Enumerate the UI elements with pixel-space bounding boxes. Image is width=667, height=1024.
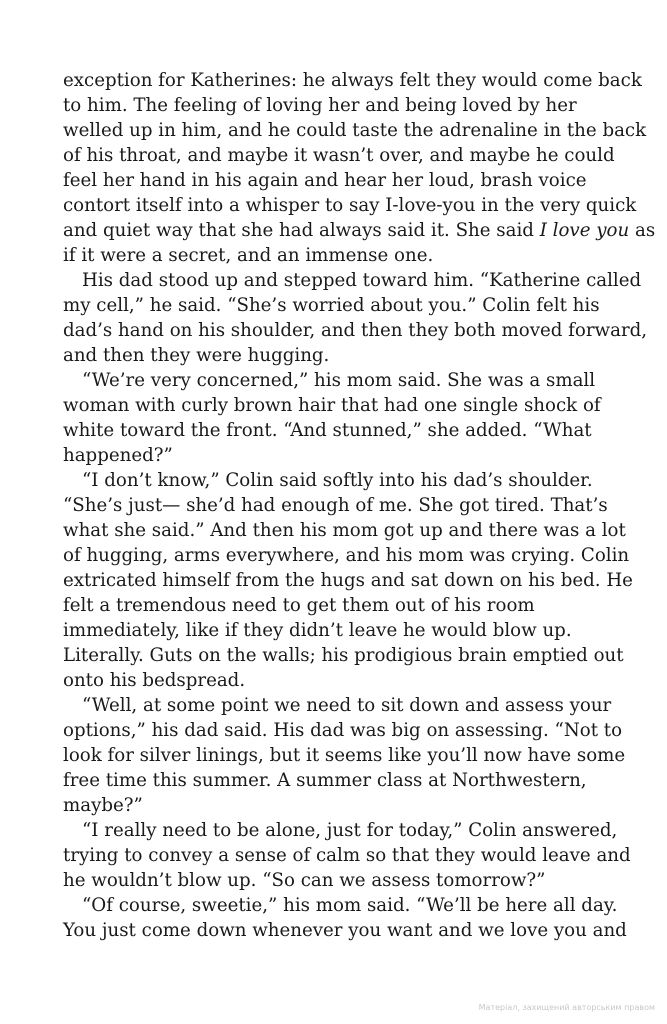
- text-line: [63, 68, 642, 93]
- text-line: [63, 668, 623, 693]
- text-line-tail: as: [629, 220, 656, 241]
- text-line-content: dad’s hand on his shoulder, and then they both moved forward,: [63, 320, 648, 341]
- text-line-content: of hugging, arms everywhere, and his mom was crying. Colin: [63, 545, 630, 566]
- text-line: [63, 893, 623, 918]
- text-line-content: feel her hand in his again and hear her loud, brash voice: [63, 170, 587, 191]
- text-line: [63, 518, 626, 543]
- text-line: [63, 618, 623, 643]
- text-line-content: my cell,” he said. “She’s worried about you.” Colin felt his: [63, 295, 600, 316]
- text-line-content: to him. The feeling of loving her and being loved by her: [63, 95, 577, 116]
- text-line-content: if it were a secret, and an immense one.: [63, 245, 434, 266]
- text-line-content: “Of course, sweetie,” his mom said. “We’ll be here all day.: [82, 895, 618, 916]
- page-text: [63, 68, 656, 943]
- text-line: [63, 93, 623, 118]
- text-line: [63, 293, 623, 318]
- text-line: [63, 818, 623, 843]
- text-line: [63, 543, 630, 568]
- text-line: [63, 468, 623, 493]
- text-line-content: “Well, at some point we need to sit down and assess your: [82, 695, 612, 716]
- text-line-content: trying to convey a sense of calm so that they would leave and: [63, 845, 631, 866]
- text-line: [63, 143, 623, 168]
- text-line: [63, 918, 627, 943]
- text-line-content: of his throat, and maybe it wasn’t over, and maybe he could: [63, 145, 615, 166]
- text-line: [63, 693, 623, 718]
- text-line-content: felt a tremendous need to get them out of his room: [63, 595, 535, 616]
- text-line-content: welled up in him, and he could taste the adrenaline in the back: [63, 120, 647, 141]
- text-line-content: look for silver linings, but it seems like you’ll now have some: [63, 745, 626, 766]
- text-line: [63, 793, 623, 818]
- text-line-content: “I really need to be alone, just for today,” Colin answered,: [82, 820, 618, 841]
- text-line-content: exception for Katherines: he always felt they would come back: [63, 70, 642, 91]
- text-line: [63, 418, 623, 443]
- text-line: [63, 168, 623, 193]
- text-line-content: extricated himself from the hugs and sat down on his bed. He: [63, 570, 633, 591]
- text-line-content: His dad stood up and stepped toward him. “Katherine called: [82, 270, 642, 291]
- text-line-content: Literally. Guts on the walls; his prodigious brain emptied out: [63, 645, 624, 666]
- text-line: [63, 218, 656, 243]
- text-line: [63, 343, 623, 368]
- text-line-content: immediately, like if they didn’t leave he would blow up.: [63, 620, 572, 641]
- text-line: [63, 643, 623, 668]
- text-line-content: white toward the front. “And stunned,” she added. “What: [63, 420, 592, 441]
- text-line: [63, 193, 637, 218]
- text-line-content: “I don’t know,” Colin said softly into his dad’s shoulder.: [82, 470, 593, 491]
- text-line: [63, 493, 623, 518]
- text-line-content: “She’s just— she’d had enough of me. She got tired. That’s: [63, 495, 608, 516]
- text-line-content: maybe?”: [63, 795, 143, 816]
- text-line-content: he wouldn’t blow up. “So can we assess tomorrow?”: [63, 870, 546, 891]
- text-line-content: onto his bedspread.: [63, 670, 246, 691]
- text-line-content: and quiet way that she had always said it. She said: [63, 220, 540, 241]
- text-line: [63, 443, 623, 468]
- text-line-content: contort itself into a whisper to say I-love-you in the very quick: [63, 195, 637, 216]
- text-line-content: free time this summer. A summer class at Northwestern,: [63, 770, 587, 791]
- text-line: [63, 868, 623, 893]
- text-line-content: “We’re very concerned,” his mom said. She was a small: [82, 370, 596, 391]
- text-line-content: You just come down whenever you want and we love you and: [63, 920, 627, 941]
- text-line: [63, 593, 623, 618]
- italic-phrase: I love you: [539, 220, 630, 241]
- text-line-content: and then they were hugging.: [63, 345, 330, 366]
- text-line: [63, 843, 631, 868]
- text-line: [63, 568, 633, 593]
- text-line-content: options,” his dad said. His dad was big on assessing. “Not to: [63, 720, 623, 741]
- text-line-content: what she said.” And then his mom got up and there was a lot: [63, 520, 626, 541]
- text-line: [63, 243, 623, 268]
- text-line-content: happened?”: [63, 445, 173, 466]
- text-line: [63, 718, 623, 743]
- text-line: [63, 368, 623, 393]
- text-line: [63, 743, 626, 768]
- text-line: [63, 268, 642, 293]
- text-line: [63, 118, 647, 143]
- text-line-content: woman with curly brown hair that had one single shock of: [63, 395, 601, 416]
- text-line: [63, 768, 623, 793]
- text-line: [63, 318, 648, 343]
- text-line: [63, 393, 623, 418]
- copyright-watermark: Матеріал, захищений авторським правом: [478, 1003, 655, 1012]
